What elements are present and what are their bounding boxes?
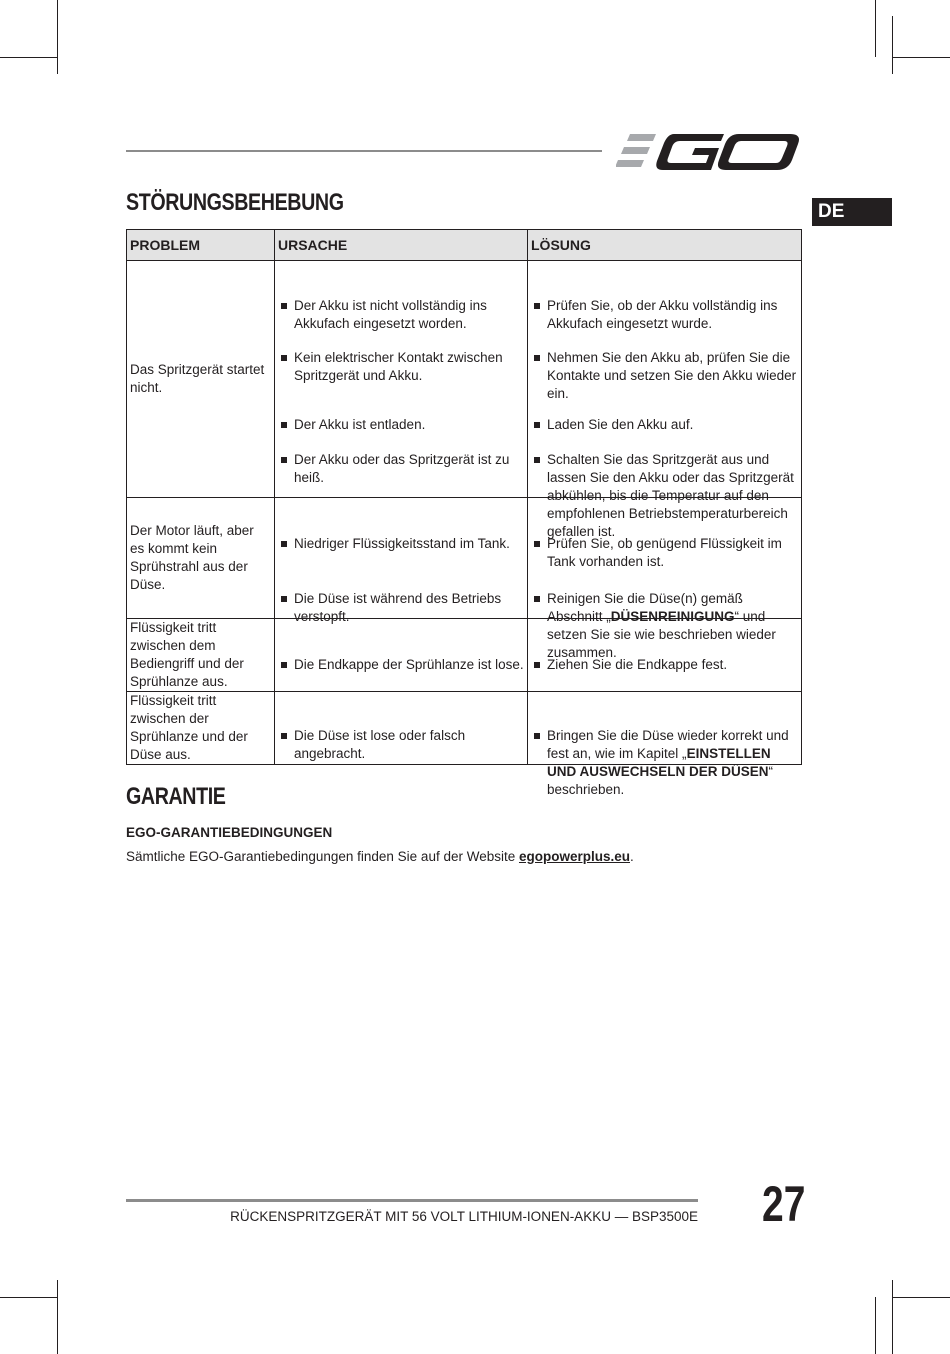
crop-mark bbox=[875, 1297, 876, 1354]
cause-cell bbox=[275, 498, 528, 624]
cause-cell bbox=[275, 261, 528, 498]
crop-mark bbox=[57, 0, 58, 74]
page-number: 27 bbox=[762, 1176, 806, 1232]
cause-item: Die Endkappe der Sprühlanze ist lose. bbox=[275, 656, 528, 674]
cause-item: Die Düse ist lose oder falsch angebracht. bbox=[275, 727, 528, 763]
table-row bbox=[127, 692, 802, 765]
solution-text: “ und setzen Sie sie wie beschrieben wieder zusammen. bbox=[547, 609, 776, 660]
problem-cell: Der Motor läuft, aber es kommt kein Sprühstrahl aus der Düse. bbox=[127, 498, 275, 619]
table-row bbox=[127, 498, 802, 619]
footer-rule bbox=[126, 1199, 698, 1202]
solution-text: Bringen Sie die Düse wieder korrekt und fest an, wie im Kapitel „ bbox=[547, 728, 789, 761]
problem-cell: Das Spritzgerät startet nicht. bbox=[127, 261, 275, 498]
troubleshooting-title: STÖRUNGSBEHEBUNG bbox=[126, 189, 344, 216]
section-reference: EINSTELLEN UND AUSWECHSELN DER DÜSEN bbox=[547, 746, 771, 779]
crop-mark bbox=[57, 1280, 58, 1354]
crop-mark bbox=[892, 16, 893, 74]
warranty-text-after: . bbox=[630, 849, 634, 864]
header-cause: URSACHE bbox=[275, 230, 528, 261]
solution-item: Nehmen Sie den Akku ab, prüfen Sie die Kontakte und setzen Sie den Akku wieder ein. bbox=[528, 349, 802, 403]
solution-text: “ beschrieben. bbox=[547, 764, 774, 797]
warranty-title: GARANTIE bbox=[126, 783, 226, 810]
crop-mark bbox=[0, 57, 57, 58]
table-row bbox=[127, 619, 802, 692]
table-row bbox=[127, 261, 802, 498]
crop-mark bbox=[892, 1297, 950, 1298]
crop-mark bbox=[892, 57, 950, 58]
cause-cell bbox=[275, 619, 528, 692]
solution-cell bbox=[528, 498, 802, 660]
crop-mark bbox=[875, 0, 876, 57]
solution-item: Laden Sie den Akku auf. bbox=[528, 416, 802, 434]
solution-text: Reinigen Sie die Düse(n) gemäß Abschnitt „ bbox=[547, 591, 743, 624]
ego-logo bbox=[616, 128, 802, 172]
problem-cell: Flüssigkeit tritt zwischen der Sprühlanze und der Düse aus. bbox=[127, 692, 275, 765]
solution-cell bbox=[528, 261, 802, 539]
cause-item: Der Akku ist entladen. bbox=[275, 416, 528, 434]
table-header-row bbox=[127, 230, 802, 261]
crop-mark bbox=[0, 1297, 57, 1298]
solution-item bbox=[528, 727, 802, 799]
cause-item: Der Akku oder das Spritzgerät ist zu heiß. bbox=[275, 451, 528, 487]
solution-item: Prüfen Sie, ob genügend Flüssigkeit im Tank vorhanden ist. bbox=[528, 535, 802, 571]
language-tab: DE bbox=[812, 198, 892, 226]
website-link[interactable]: egopowerplus.eu bbox=[518, 849, 630, 864]
solution-item: Schalten Sie das Spritzgerät aus und lassen Sie den Akku oder das Spritzgerät abkühlen, bis die Temperatur auf den empfohlenen Betriebstemperaturbereich gefallen ist. bbox=[528, 451, 802, 541]
problem-cell: Flüssigkeit tritt zwischen dem Bediengriff und der Sprühlanze aus. bbox=[127, 619, 275, 692]
cause-cell bbox=[275, 692, 528, 765]
solution-item: Prüfen Sie, ob der Akku vollständig ins Akkufach eingesetzt wurde. bbox=[528, 297, 802, 333]
warranty-text bbox=[126, 849, 634, 864]
warranty-text-before: Sämtliche EGO-Garantiebedingungen finden Sie auf der Website bbox=[126, 849, 519, 864]
solution-cell bbox=[528, 619, 802, 692]
cause-item: Niedriger Flüssigkeitsstand im Tank. bbox=[275, 535, 528, 553]
warranty-subtitle: EGO-GARANTIEBEDINGUNGEN bbox=[126, 825, 333, 840]
header-problem: PROBLEM bbox=[127, 230, 275, 261]
cause-item: Kein elektrischer Kontakt zwischen Spritzgerät und Akku. bbox=[275, 349, 528, 385]
section-reference: DÜSENREINIGUNG bbox=[610, 609, 735, 624]
header-solution: LÖSUNG bbox=[528, 230, 802, 261]
header-rule bbox=[126, 150, 602, 152]
cause-item: Die Düse ist während des Betriebs verstopft. bbox=[275, 590, 528, 626]
crop-mark bbox=[892, 1280, 893, 1354]
solution-item: Ziehen Sie die Endkappe fest. bbox=[528, 656, 802, 674]
cause-item: Der Akku ist nicht vollständig ins Akkufach eingesetzt worden. bbox=[275, 297, 528, 333]
footer-title: RÜCKENSPRITZGERÄT MIT 56 VOLT LITHIUM-IONEN-AKKU — BSP3500E bbox=[230, 1209, 698, 1224]
solution-cell bbox=[528, 692, 802, 797]
